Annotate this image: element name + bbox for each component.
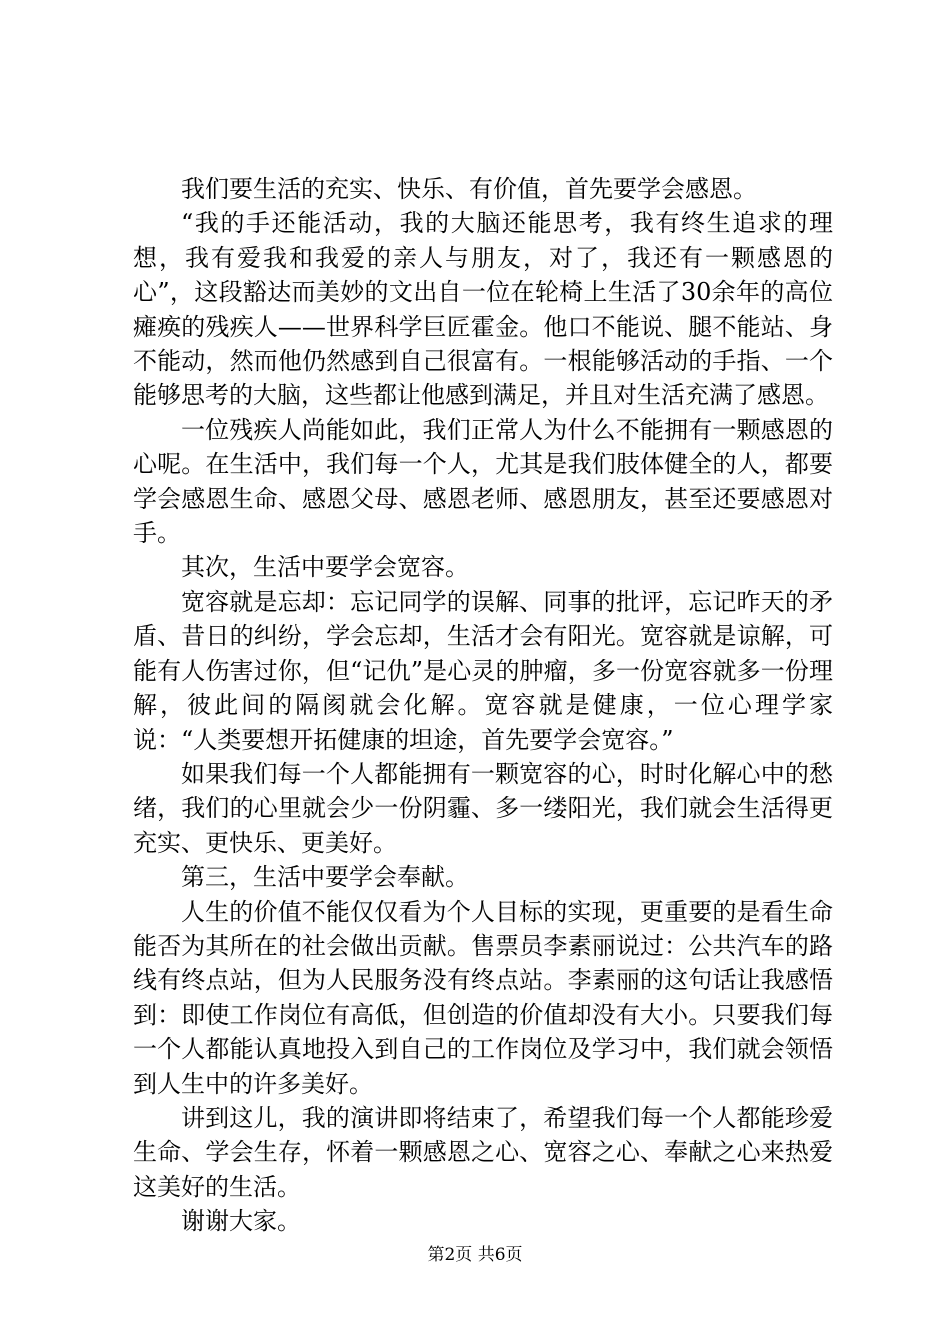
paragraph: 讲到这儿，我的演讲即将结束了，希望我们每一个人都能珍爱生命、学会生存，怀着一颗感恩之心、宽容之心、奉献之心来热爱这美好的生活。 (133, 1103, 833, 1201)
paragraph: 我们要生活的充实、快乐、有价值，首先要学会感恩。 (181, 175, 757, 203)
paragraph: “我的手还能活动，我的大脑还能思考，我有终生追求的理想，我有爱我和我爱的亲人与朋友，对了，我还有一颗感恩的心”，这段豁达而美妙的文出自一位在轮椅上生活了30余年的高位瘫痪的残疾人——世界科学巨匠霍金。他口不能说、腿不能站、身不能动，然而他仍然感到自己很富有。一根能够活动的手指、一个能够思考的大脑，这些都让他感到满足，并且对生活充满了感恩。 (133, 209, 833, 410)
paragraph: 一位残疾人尚能如此，我们正常人为什么不能拥有一颗感恩的心呢。在生活中，我们每一个人，尤其是我们肢体健全的人，都要学会感恩生命、感恩父母、感恩老师、感恩朋友，甚至还要感恩对手。 (133, 415, 833, 548)
paragraph: 如果我们每一个人都能拥有一颗宽容的心，时时化解心中的愁绪，我们的心里就会少一份阴霾、多一缕阳光，我们就会生活得更充实、更快乐、更美好。 (133, 759, 833, 857)
page-number-footer: 第2页 共6页 (427, 1245, 523, 1265)
paragraph: 谢谢大家。 (181, 1207, 301, 1236)
paragraph: 第三，生活中要学会奉献。 (181, 863, 469, 892)
paragraph: 宽容就是忘却：忘记同学的误解、同事的批评，忘记昨天的矛盾、昔日的纠纷，学会忘却，生活才会有阳光。宽容就是谅解，可能有人伤害过你，但“记仇”是心灵的肿瘤，多一份宽容就多一份理解，彼此间的隔阂就会化解。宽容就是健康，一位心理学家说：“人类要想开拓健康的坦途，首先要学会宽容。” (133, 587, 833, 754)
paragraph: 其次，生活中要学会宽容。 (181, 553, 469, 582)
paragraph: 人生的价值不能仅仅看为个人目标的实现，更重要的是看生命能否为其所在的社会做出贡献。售票员李素丽说过：公共汽车的路线有终点站，但为人民服务没有终点站。李素丽的这句话让我感悟到：即使工作岗位有高低，但创造的价值却没有大小。只要我们每一个人都能认真地投入到自己的工作岗位及学习中，我们就会领悟到人生中的许多美好。 (133, 897, 833, 1098)
speech-body (133, 172, 833, 1239)
